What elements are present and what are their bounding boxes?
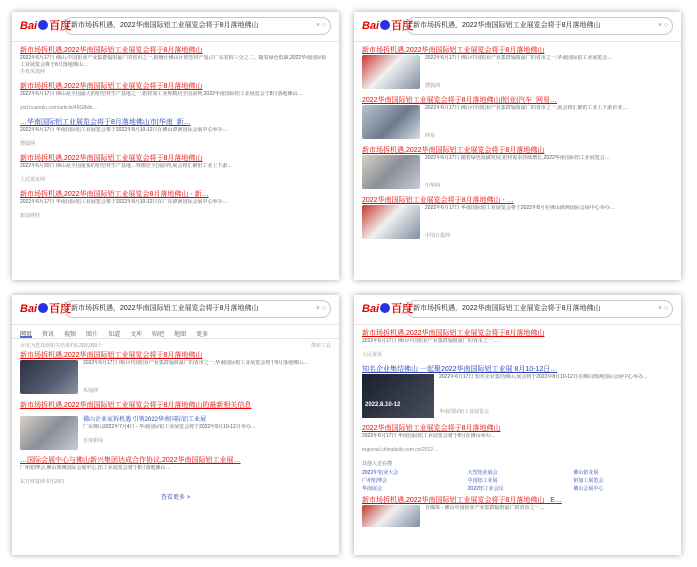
result-title[interactable]: 新市场拆机遇,2022华南国际铝工业展览会将于8月落地佛山 _E… (362, 497, 562, 504)
result-title[interactable]: 新市场拆机遇,2022华南国际铝工业展览会将于8月落地佛山 (20, 47, 203, 54)
result-desc: 2022年6月17日 华南国际铝工业展览会将于8月在佛山举办… (362, 433, 496, 439)
search-tools-icon[interactable]: × ○ (315, 22, 326, 29)
result-item (20, 118, 331, 148)
result-desc: 自媒体 - 佛山中国铝业产业集群辐射最广的省市之一… (425, 505, 545, 511)
result-item (20, 154, 331, 184)
result-title[interactable]: 2022华南国际铝工业展览会将于8月落地佛山|铝业|汽车_网易… (362, 97, 557, 104)
tab-images[interactable]: 图片 (86, 332, 99, 338)
related-search-link[interactable]: 2022年铝业大会 (362, 470, 399, 476)
result-source: 手机凤凰网 (20, 69, 46, 75)
result-desc: 2022年6月17日 华南国际铝工业展览会将于2022年8月在佛山潭洲国际会展中心举办… (425, 205, 615, 211)
related-searches-label: 其他人还在搜 (362, 461, 393, 467)
baidu-logo[interactable]: Bai 百度 (362, 303, 414, 315)
result-source: yxd.huanqiu.com/article/48GBdb… (20, 105, 98, 111)
search-header (354, 295, 681, 325)
result-item (20, 82, 331, 112)
related-search-link[interactable]: 2022铝工业会议 (467, 486, 504, 492)
result-thumbnail[interactable] (362, 155, 420, 189)
result-desc: 2022年6月17日 佛山中国铝业产业集群辐射最广的省市之一,华南国际铝工业展览会将于8月落地佛山… (83, 360, 309, 366)
result-source: 人民资讯网 (20, 177, 46, 183)
result-item (20, 46, 331, 76)
result-item (20, 416, 331, 450)
result-desc: 2022年6月17日 华南国际铝工业展览会将于2022年8月10-12日在佛山潭洲国际会展中心举办… (20, 127, 228, 133)
related-search-link[interactable]: 佛山会展中心 (573, 486, 604, 492)
related-search-link[interactable]: 铝加工展览会 (573, 478, 604, 484)
result-title[interactable]: 新市场拆机遇,2022华南国际铝工业展览会将于8月落地佛山 (362, 47, 545, 54)
result-thumbnail[interactable] (20, 360, 78, 394)
result-thumbnail[interactable]: 2022.8.10-12 (362, 374, 434, 418)
result-desc: 2022年6月17日 佛山中国铝业产业集群辐射最广的省市之一,华南国际铝工业展览会… (425, 55, 613, 61)
tab-map[interactable]: 地图 (174, 332, 187, 338)
result-source: regional.chinadaily.com.cn/2022… (362, 447, 439, 453)
result-source: 百度新闻 (83, 438, 104, 444)
result-title[interactable]: …国际会展中心与佛山新兴集团达成合作协议,2022华南国际铝工业展… (20, 457, 241, 464)
search-input[interactable]: 新市场拆机遇，2022华南国际铝工业展览会将于8月落地佛山 × ○ (64, 17, 331, 35)
result-item (362, 365, 673, 418)
result-source: 中华网 (425, 183, 441, 189)
result-thumbnail[interactable] (362, 205, 420, 239)
tab-zhidao[interactable]: 知道 (108, 332, 121, 338)
result-title[interactable]: …华南国际铝工业展览会将于8月落地佛山市|华南_新… (20, 119, 191, 126)
result-source: 凤凰网 (83, 388, 99, 394)
result-desc: 广东佛山2022年7月4日 - 华南国际铝工业展览会将于2022年8月10-12日举办… (83, 424, 256, 430)
search-panel-4 (354, 295, 681, 555)
baidu-logo[interactable]: Bai 百度 (362, 20, 414, 32)
related-search-link[interactable]: 大型铝业展会 (467, 470, 498, 476)
tab-news[interactable]: 资讯 (42, 332, 55, 338)
result-item (362, 46, 673, 90)
related-search-link[interactable]: 广州铝博会 (362, 478, 388, 484)
paw-icon (380, 303, 390, 313)
result-title[interactable]: 2022华南国际铝工业展览会将于8月落地佛山 (362, 425, 501, 432)
result-thumbnail[interactable] (362, 55, 420, 89)
search-header (12, 295, 339, 325)
result-desc: 广州铝博会,佛山潭洲国际会展中心,铝工业展览会将于8月落地佛山… (20, 465, 171, 471)
paw-icon (38, 303, 48, 313)
tab-wenku[interactable]: 文库 (130, 332, 143, 338)
result-desc: 2022年6月17日 佛山是全国最大的铝型材生产基地之一,铝材加工业规模居全国前列,2022华南国际铝工业展览会于8月落地佛山… (20, 91, 303, 97)
related-search-link[interactable]: 华南展会 (362, 486, 383, 492)
result-desc: 2022年6月17日 佛山中国铝业产业集群辐射最广的省市之一… (362, 338, 498, 344)
search-tools-link[interactable]: 搜索工具 (310, 343, 331, 349)
search-tools-icon[interactable]: × ○ (657, 305, 668, 312)
result-source: 搜狐网 (20, 141, 36, 147)
result-thumbnail[interactable] (362, 105, 420, 139)
result-title[interactable]: 新市场拆机遇,2022华南国际铝工业展览会将于8月落地佛山 (20, 83, 203, 90)
search-input[interactable]: 新市场拆机遇，2022华南国际铝工业展览会将于8月落地佛山 × ○ (406, 300, 673, 318)
baidu-logo[interactable]: Bai 百度 (20, 303, 72, 315)
result-thumbnail[interactable] (20, 416, 78, 450)
search-tools-icon[interactable]: × ○ (315, 305, 326, 312)
result-item (20, 190, 331, 220)
result-title[interactable]: 新市场拆机遇,2022华南国际铝工业展览会将于8月落地佛山 (20, 155, 203, 162)
result-item (362, 196, 673, 240)
search-tabs (12, 325, 339, 339)
result-item (362, 424, 673, 454)
result-item (20, 456, 331, 486)
search-header (354, 12, 681, 42)
search-panel-1 (12, 12, 339, 280)
result-source: 中国日报网 (425, 233, 451, 239)
result-title[interactable]: 新市场拆机遇,2022华南国际铝工业展览会将于8月落地佛山 (362, 147, 545, 154)
related-search-link[interactable]: 中国铝工业展 (467, 478, 498, 484)
result-desc: 2022年6月17日 知名企业集结佛山,展会将于2022年8月10-12日在佛山潭洲国际会展中心举办… (439, 374, 648, 380)
result-item (362, 496, 673, 527)
result-item (20, 351, 331, 395)
baidu-logo[interactable]: Bai 百度 (20, 20, 72, 32)
search-panel-3 (12, 295, 339, 555)
paw-icon (380, 20, 390, 30)
result-desc: 2022年6月17日 随着绿色低碳发展,铝材需求持续增长,2022华南国际铝工业展览会… (425, 155, 610, 161)
result-title[interactable]: 2022华南国际铝工业展览会将于8月落地佛山 - … (362, 197, 514, 204)
search-panel-2 (354, 12, 681, 280)
result-title[interactable]: 新市场拆机遇,2022华南国际铝工业展览会将于8月落地佛山 (362, 330, 545, 337)
result-item (362, 329, 673, 359)
result-source: 华南国际铝工业展览会 (439, 409, 490, 415)
result-desc: 2022年6月20日 佛山是全国重要的铝型材生产基地…规模居全国前列,展会将汇聚铝工业上下游… (20, 163, 233, 169)
related-search-link[interactable]: 佛山铝业展 (573, 470, 599, 476)
search-tools-icon[interactable]: × ○ (657, 22, 668, 29)
result-desc: 2022年6月17日 华南国际铝工业展览会将于2022年8月10-12日在广东潭洲国际会展中心举办… (20, 199, 228, 205)
result-source: 东方财富网 6月20日 (20, 479, 65, 485)
search-input[interactable]: 新市场拆机遇，2022华南国际铝工业展览会将于8月落地佛山 × ○ (64, 300, 331, 318)
result-source: 搜狐网 (425, 83, 441, 89)
result-item (362, 146, 673, 190)
search-input[interactable]: 新市场拆机遇，2022华南国际铝工业展览会将于8月落地佛山 × ○ (406, 17, 673, 35)
result-title[interactable]: 新市场拆机遇,2022华南国际铝工业展览会将于8月落地佛山 (20, 352, 203, 359)
tab-tieba[interactable]: 贴吧 (152, 332, 165, 338)
result-item (362, 96, 673, 140)
result-thumbnail[interactable] (362, 505, 420, 527)
related-searches (362, 469, 673, 492)
result-title[interactable]: 知名企业集结佛山 一起聚2022华南国际铝工业展 8月10-12日… (362, 366, 558, 373)
result-item (20, 401, 331, 410)
paw-icon (38, 20, 48, 30)
search-header (12, 12, 339, 42)
tab-web[interactable]: 网页 (20, 329, 32, 338)
result-desc: 2022年6月17日 佛山中国铝业产业集群辐射最广的省市之一,展会将汇聚铝工业上下游企业… (425, 105, 628, 111)
result-source: 网易 (425, 133, 436, 139)
result-count: 百度为您找到相关结果约6,250,000个 搜索工具 (20, 343, 331, 349)
result-source: 人民资讯 (362, 352, 383, 358)
more-results-link[interactable]: 查看更多 > (160, 495, 191, 501)
result-desc: 2022年6月17日 佛山,中国铝业产业集群辐射最广的省市之一,据统计佛山区铝型材产量占广东省的三分之二。随着绿色低碳,2022华南国际铝工业展览会将于8月落地佛山… (20, 55, 327, 68)
result-title[interactable]: 新市场拆机遇,2022华南国际铝工业展览会将于8月落地佛山的最新相关信息 (20, 402, 252, 409)
tab-video[interactable]: 视频 (64, 332, 77, 338)
tab-more[interactable]: 更多 (196, 332, 209, 338)
result-source: 新浪财经 (20, 213, 41, 219)
result-title[interactable]: 佛山企业家拆机遇 引领2022华南国际铝工业展 (83, 417, 207, 423)
result-title[interactable]: 新市场拆机遇,2022华南国际铝工业展览会8月落地佛山 - 新… (20, 191, 209, 198)
